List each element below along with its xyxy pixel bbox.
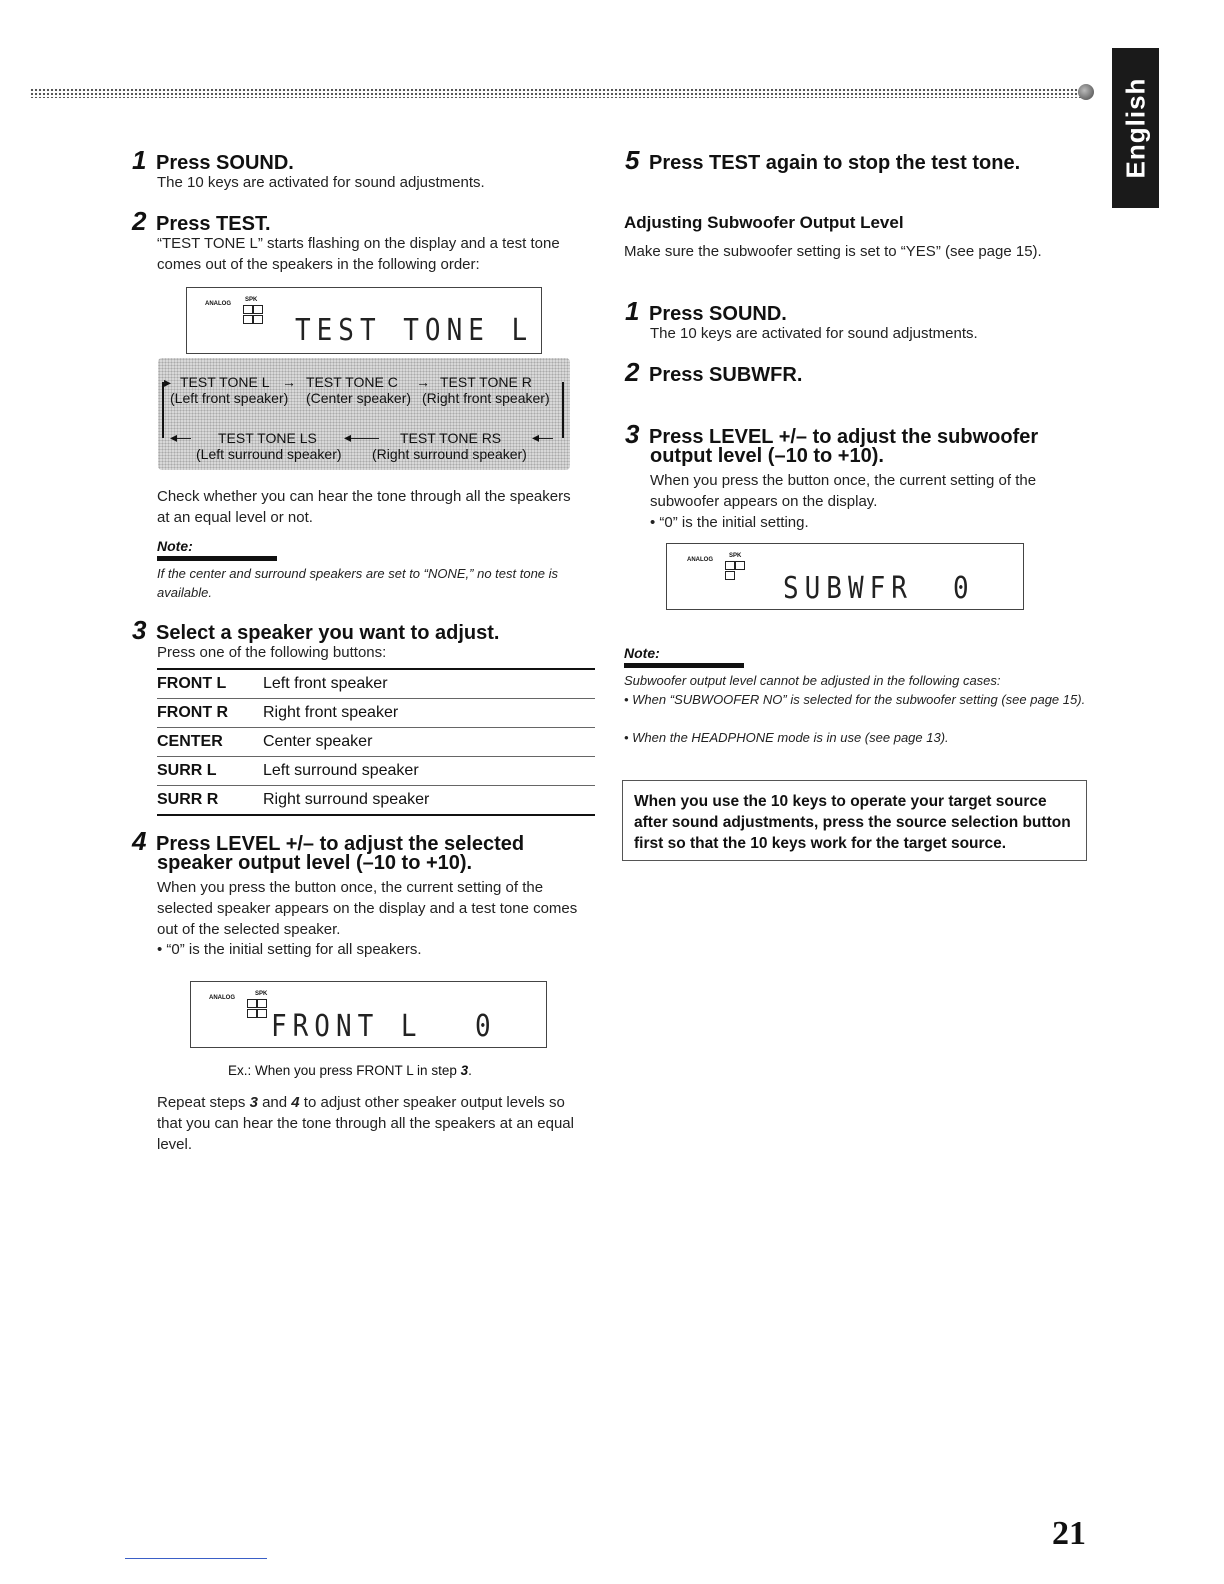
step-title: Press LEVEL +/– to adjust the selected [156,833,525,855]
repeat-step-3: 3 [249,1094,258,1111]
left-step-4-body: When you press the button once, the current setting of the selected speaker appears on the display and a test tone comes out of the selected speaker. [157,879,578,938]
step-title: Press SUBWFR. [649,364,803,386]
page-number: 21 [1052,1515,1086,1552]
note-label: Note: [624,645,744,668]
step-title: Press LEVEL +/– to adjust the subwoofer [649,426,1039,448]
speaker-layout-icon [725,561,747,579]
flow-sub-left-front: (Left front speaker) [170,390,289,406]
lcd-display-test-tone [186,287,542,354]
table-desc: Right surround speaker [263,791,430,808]
flow-arrow-icon: → [416,374,430,390]
flow-sub-right-surround: (Right surround speaker) [372,446,527,462]
lcd-value: 0 [475,1009,497,1045]
flow-tone-c: TEST TONE C [306,374,398,390]
caption-prefix: Ex.: When you press FRONT L in step [228,1063,457,1078]
flow-arrow-icon: ◂— [170,429,192,445]
language-tab-label: English [1120,77,1150,179]
table-key: FRONT L [157,670,263,699]
repeat-text-3: to adjust other speaker output levels so that you can hear the tone through all the speakers at an equal level. [157,1094,574,1153]
left-step-1-body: The 10 keys are activated for sound adjustments. [157,174,485,191]
step-number: 3 [132,615,147,645]
test-tone-order-diagram [158,358,570,470]
lcd-text: TEST TONE L [295,313,534,349]
repeat-step-4: 4 [291,1094,300,1111]
flow-connector-right [562,382,564,438]
right-step-3-title-line2: output level (–10 to +10). [650,445,884,467]
flow-arrow-icon: ◂—— [344,429,380,445]
right-step-3-body: When you press the button once, the current setting of the subwoofer appears on the display. [650,472,1037,510]
lcd-spk-indicator: SPK [255,991,268,997]
speaker-layout-icon [247,999,269,1017]
flow-tone-r: TEST TONE R [440,374,532,390]
caption-step: 3 [460,1063,469,1078]
lcd-spk-indicator: SPK [245,297,258,303]
lcd-text: FRONT L [271,1009,423,1045]
step-title: Press SOUND. [649,303,787,325]
lcd-analog-indicator: ANALOG [687,557,713,563]
flow-sub-left-surround: (Left surround speaker) [196,446,342,462]
repeat-text-2: and [262,1094,288,1111]
step-number: 4 [132,826,147,856]
table-key: FRONT R [157,699,263,728]
note-bullet-1: • When “SUBWOOFER NO” is selected for the subwoofer setting (see page 15). [624,692,1086,707]
language-tab [1112,48,1159,208]
section-title: Adjusting Subwoofer Output Level [624,213,904,232]
step-title: Press SOUND. [156,152,294,174]
step-title: Press TEST. [156,213,271,235]
caption-suffix: . [468,1063,472,1078]
table-desc: Left front speaker [263,670,595,699]
left-step-3-body: Press one of the following buttons: [157,644,387,661]
step-title: Press TEST again to stop the test tone. [649,152,1021,174]
table-row [157,728,595,757]
speaker-button-table [157,668,595,816]
header-dotted-rule [30,88,1090,98]
note-text: If the center and surround speakers are set to “NONE,” no test tone is available. [157,566,559,600]
lcd-value: 0 [953,571,975,607]
right-step-5 [625,145,1020,176]
header-rule-bullet-icon [1078,84,1094,100]
table-row [157,699,595,728]
flow-arrow-icon: ▸ [164,374,172,390]
step-number: 2 [132,206,147,236]
note-intro: Subwoofer output level cannot be adjusted in the following cases: [624,673,1001,688]
flow-sub-right-front: (Right front speaker) [422,390,550,406]
note-label: Note: [157,538,277,561]
lcd-display-front-l [190,981,547,1048]
table-key: CENTER [157,728,263,757]
table-desc: Center speaker [263,728,595,757]
flow-arrow-icon: ◂— [532,429,554,445]
lcd-text: SUBWFR [783,571,913,607]
step-number: 1 [132,145,147,175]
lcd-analog-indicator: ANALOG [205,301,231,307]
step-number: 5 [625,145,640,175]
left-step-2-body: “TEST TONE L” starts flashing on the display and a test tone comes out of the speakers in the following order: [157,235,560,273]
check-text: Check whether you can hear the tone through all the speakers at an equal level or not. [157,488,571,526]
right-step-2 [625,357,802,388]
step-number: 2 [625,357,640,387]
boxed-note: When you use the 10 keys to operate your target source after sound adjustments, press the source selection button first so that the 10 keys work for the target source. [622,780,1087,861]
flow-arrow-icon: → [282,374,296,390]
table-row [157,786,595,815]
table-row [157,670,595,699]
repeat-text-1: Repeat steps [157,1094,246,1111]
section-body: Make sure the subwoofer setting is set to “YES” (see page 15). [624,243,1042,260]
table-row [157,757,595,786]
right-step-3-bullet: • “0” is the initial setting. [650,514,809,531]
speaker-layout-icon [243,305,265,323]
footer-line [125,1558,267,1559]
flow-tone-rs: TEST TONE RS [400,430,502,446]
step-title: Select a speaker you want to adjust. [156,622,500,644]
flow-sub-center: (Center speaker) [306,390,412,406]
flow-tone-ls: TEST TONE LS [218,430,317,446]
lcd-spk-indicator: SPK [729,553,742,559]
table-key: SURR L [157,757,263,786]
flow-tone-l: TEST TONE L [180,374,270,390]
table-desc: Left surround speaker [263,757,595,786]
step-number: 3 [625,419,640,449]
left-step-4-title-line2: speaker output level (–10 to +10). [157,852,473,874]
note-bullet-2: • When the HEADPHONE mode is in use (see page 13). [624,730,949,745]
lcd-display-subwfr [666,543,1024,610]
lcd-analog-indicator: ANALOG [209,995,235,1001]
repeat-text [157,1092,577,1155]
left-step-4-bullet: • “0” is the initial setting for all speakers. [157,941,422,958]
table-key: SURR R [157,791,219,808]
right-step-1-body: The 10 keys are activated for sound adjustments. [650,325,978,342]
flow-connector-left [162,382,164,438]
step-number: 1 [625,296,640,326]
table-desc: Right front speaker [263,699,595,728]
display-caption [228,1063,472,1078]
